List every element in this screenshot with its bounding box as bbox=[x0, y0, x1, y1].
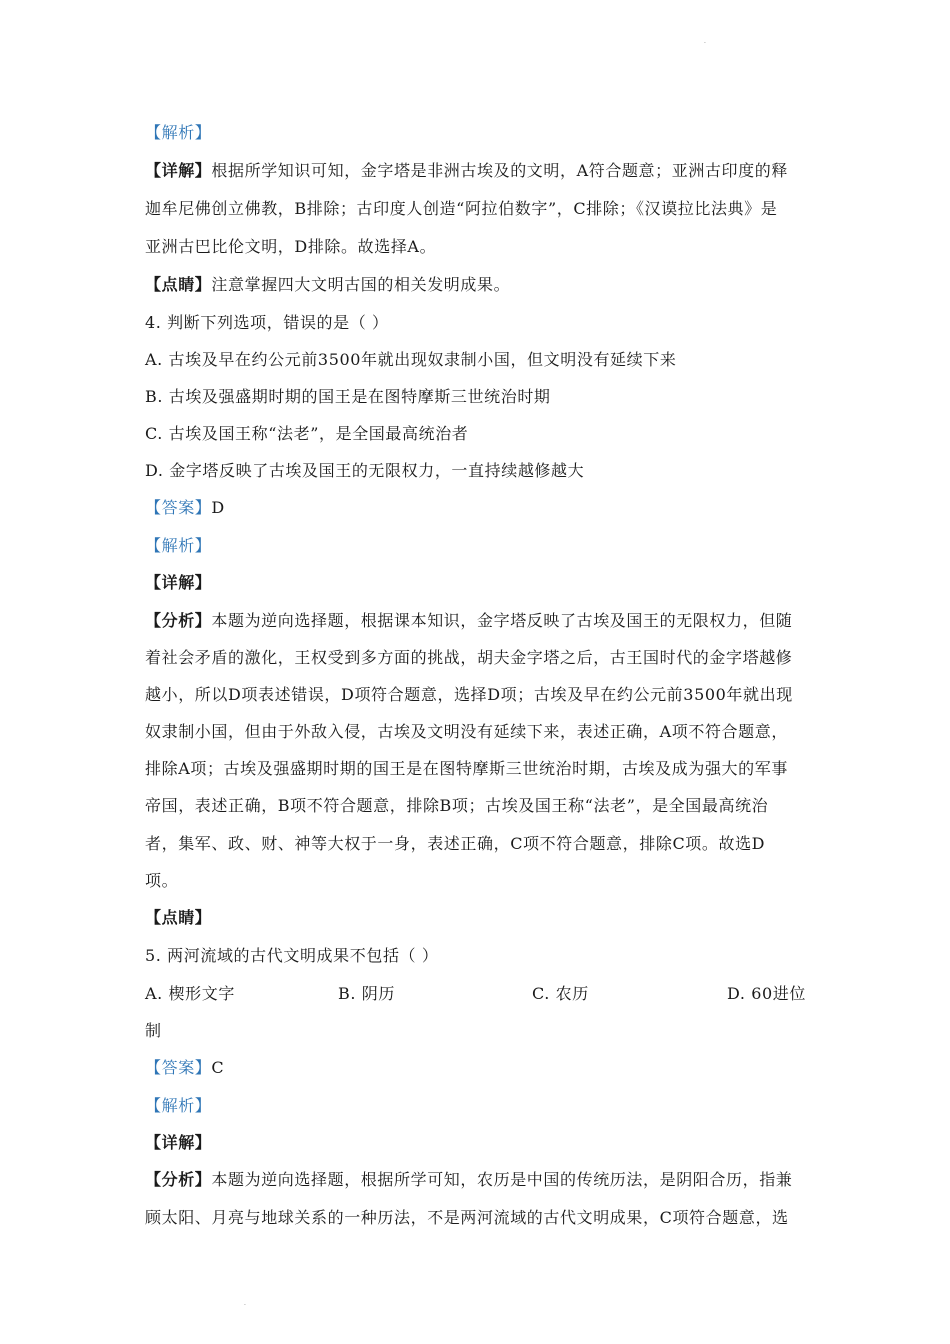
q5-option-a: A. 楔形文字 bbox=[145, 984, 235, 1003]
q4-answer-value: D bbox=[211, 498, 225, 517]
q5-fenxi-label: 【分析】 bbox=[145, 1170, 212, 1189]
q4-fenxi-line-3: 越小，所以D项表述错误，D项符合题意，选择D项；古埃及早在约公元前3500年就出现 bbox=[145, 685, 793, 704]
q5-stem: 5. 两河流域的古代文明成果不包括（ ） bbox=[145, 946, 439, 965]
q5-option-d: D. 60进位 bbox=[727, 984, 806, 1003]
decorative-dot: · bbox=[704, 40, 706, 47]
q3-tip: 【点睛】注意掌握四大文明古国的相关发明成果。 bbox=[145, 275, 511, 294]
q3-detail-line-1: 【详解】根据所学知识可知，金字塔是非洲古埃及的文明，A符合题意；亚洲古印度的释 bbox=[145, 161, 788, 180]
q5-option-c: C. 农历 bbox=[532, 984, 589, 1003]
q4-option-c: C. 古埃及国王称“法老”，是全国最高统治者 bbox=[145, 424, 469, 443]
q5-fenxi-line-2: 顾太阳、月亮与地球关系的一种历法，不是两河流域的古代文明成果，C项符合题意，选 bbox=[145, 1208, 789, 1227]
q4-option-d: D. 金字塔反映了古埃及国王的无限权力，一直持续越修越大 bbox=[145, 461, 585, 480]
q5-answer-value: C bbox=[211, 1058, 225, 1077]
q3-detail-line-2: 迦牟尼佛创立佛教，B排除；古印度人创造“阿拉伯数字”，C排除；《汉谟拉比法典》是 bbox=[145, 199, 778, 218]
q4-answer bbox=[145, 498, 225, 518]
q4-option-b: B. 古埃及强盛期时期的国王是在图特摩斯三世统治时期 bbox=[145, 387, 551, 406]
q3-detail-label: 【详解】 bbox=[145, 161, 212, 180]
q4-tip-label: 【点睛】 bbox=[145, 908, 212, 927]
q3-detail-line-3: 亚洲古巴比伦文明，D排除。故选择A。 bbox=[145, 237, 437, 256]
q5-detail-label: 【详解】 bbox=[145, 1133, 212, 1152]
q4-fenxi-line-4: 奴隶制小国，但由于外敌入侵，古埃及文明没有延续下来，表述正确，A项不符合题意， bbox=[145, 722, 788, 741]
q4-analysis-label: 【解析】 bbox=[145, 536, 212, 555]
q4-fenxi-line-7: 者，集军、政、财、神等大权于一身，表述正确，C项不符合题意，排除C项。故选D bbox=[145, 834, 766, 853]
q4-fenxi-line-2: 着社会矛盾的激化，王权受到多方面的挑战，胡夫金字塔之后，古王国时代的金字塔越修 bbox=[145, 648, 793, 667]
q5-option-wrap: 制 bbox=[145, 1021, 162, 1040]
q4-fenxi-line-6: 帝国，表述正确，B项不符合题意，排除B项；古埃及国王称“法老”，是全国最高统治 bbox=[145, 796, 769, 815]
q5-answer bbox=[145, 1058, 224, 1078]
q4-detail-label: 【详解】 bbox=[145, 573, 212, 592]
q5-analysis-label: 【解析】 bbox=[145, 1096, 212, 1115]
q4-fenxi-line-1: 【分析】本题为逆向选择题，根据课本知识，金字塔反映了古埃及国王的无限权力，但随 bbox=[145, 611, 793, 630]
q4-fenxi-label: 【分析】 bbox=[145, 611, 212, 630]
q4-fenxi-line-8: 项。 bbox=[145, 871, 179, 890]
q4-fenxi-line-5: 排除A项；古埃及强盛期时期的国王是在图特摩斯三世统治时期，古埃及成为强大的军事 bbox=[145, 759, 788, 778]
q3-tip-label: 【点睛】 bbox=[145, 275, 212, 294]
decorative-dot-bottom: · bbox=[244, 1302, 246, 1309]
q5-answer-label: 【答案】 bbox=[145, 1058, 212, 1077]
q3-analysis-label: 【解析】 bbox=[145, 123, 212, 142]
q4-option-a: A. 古埃及早在约公元前3500年就出现奴隶制小国，但文明没有延续下来 bbox=[145, 350, 677, 369]
q5-option-b: B. 阴历 bbox=[338, 984, 395, 1003]
q5-fenxi-line-1: 【分析】本题为逆向选择题，根据所学可知，农历是中国的传统历法，是阴阳合历，指兼 bbox=[145, 1170, 793, 1189]
q4-answer-label: 【答案】 bbox=[145, 498, 212, 517]
q4-stem: 4. 判断下列选项，错误的是（ ） bbox=[145, 313, 389, 332]
